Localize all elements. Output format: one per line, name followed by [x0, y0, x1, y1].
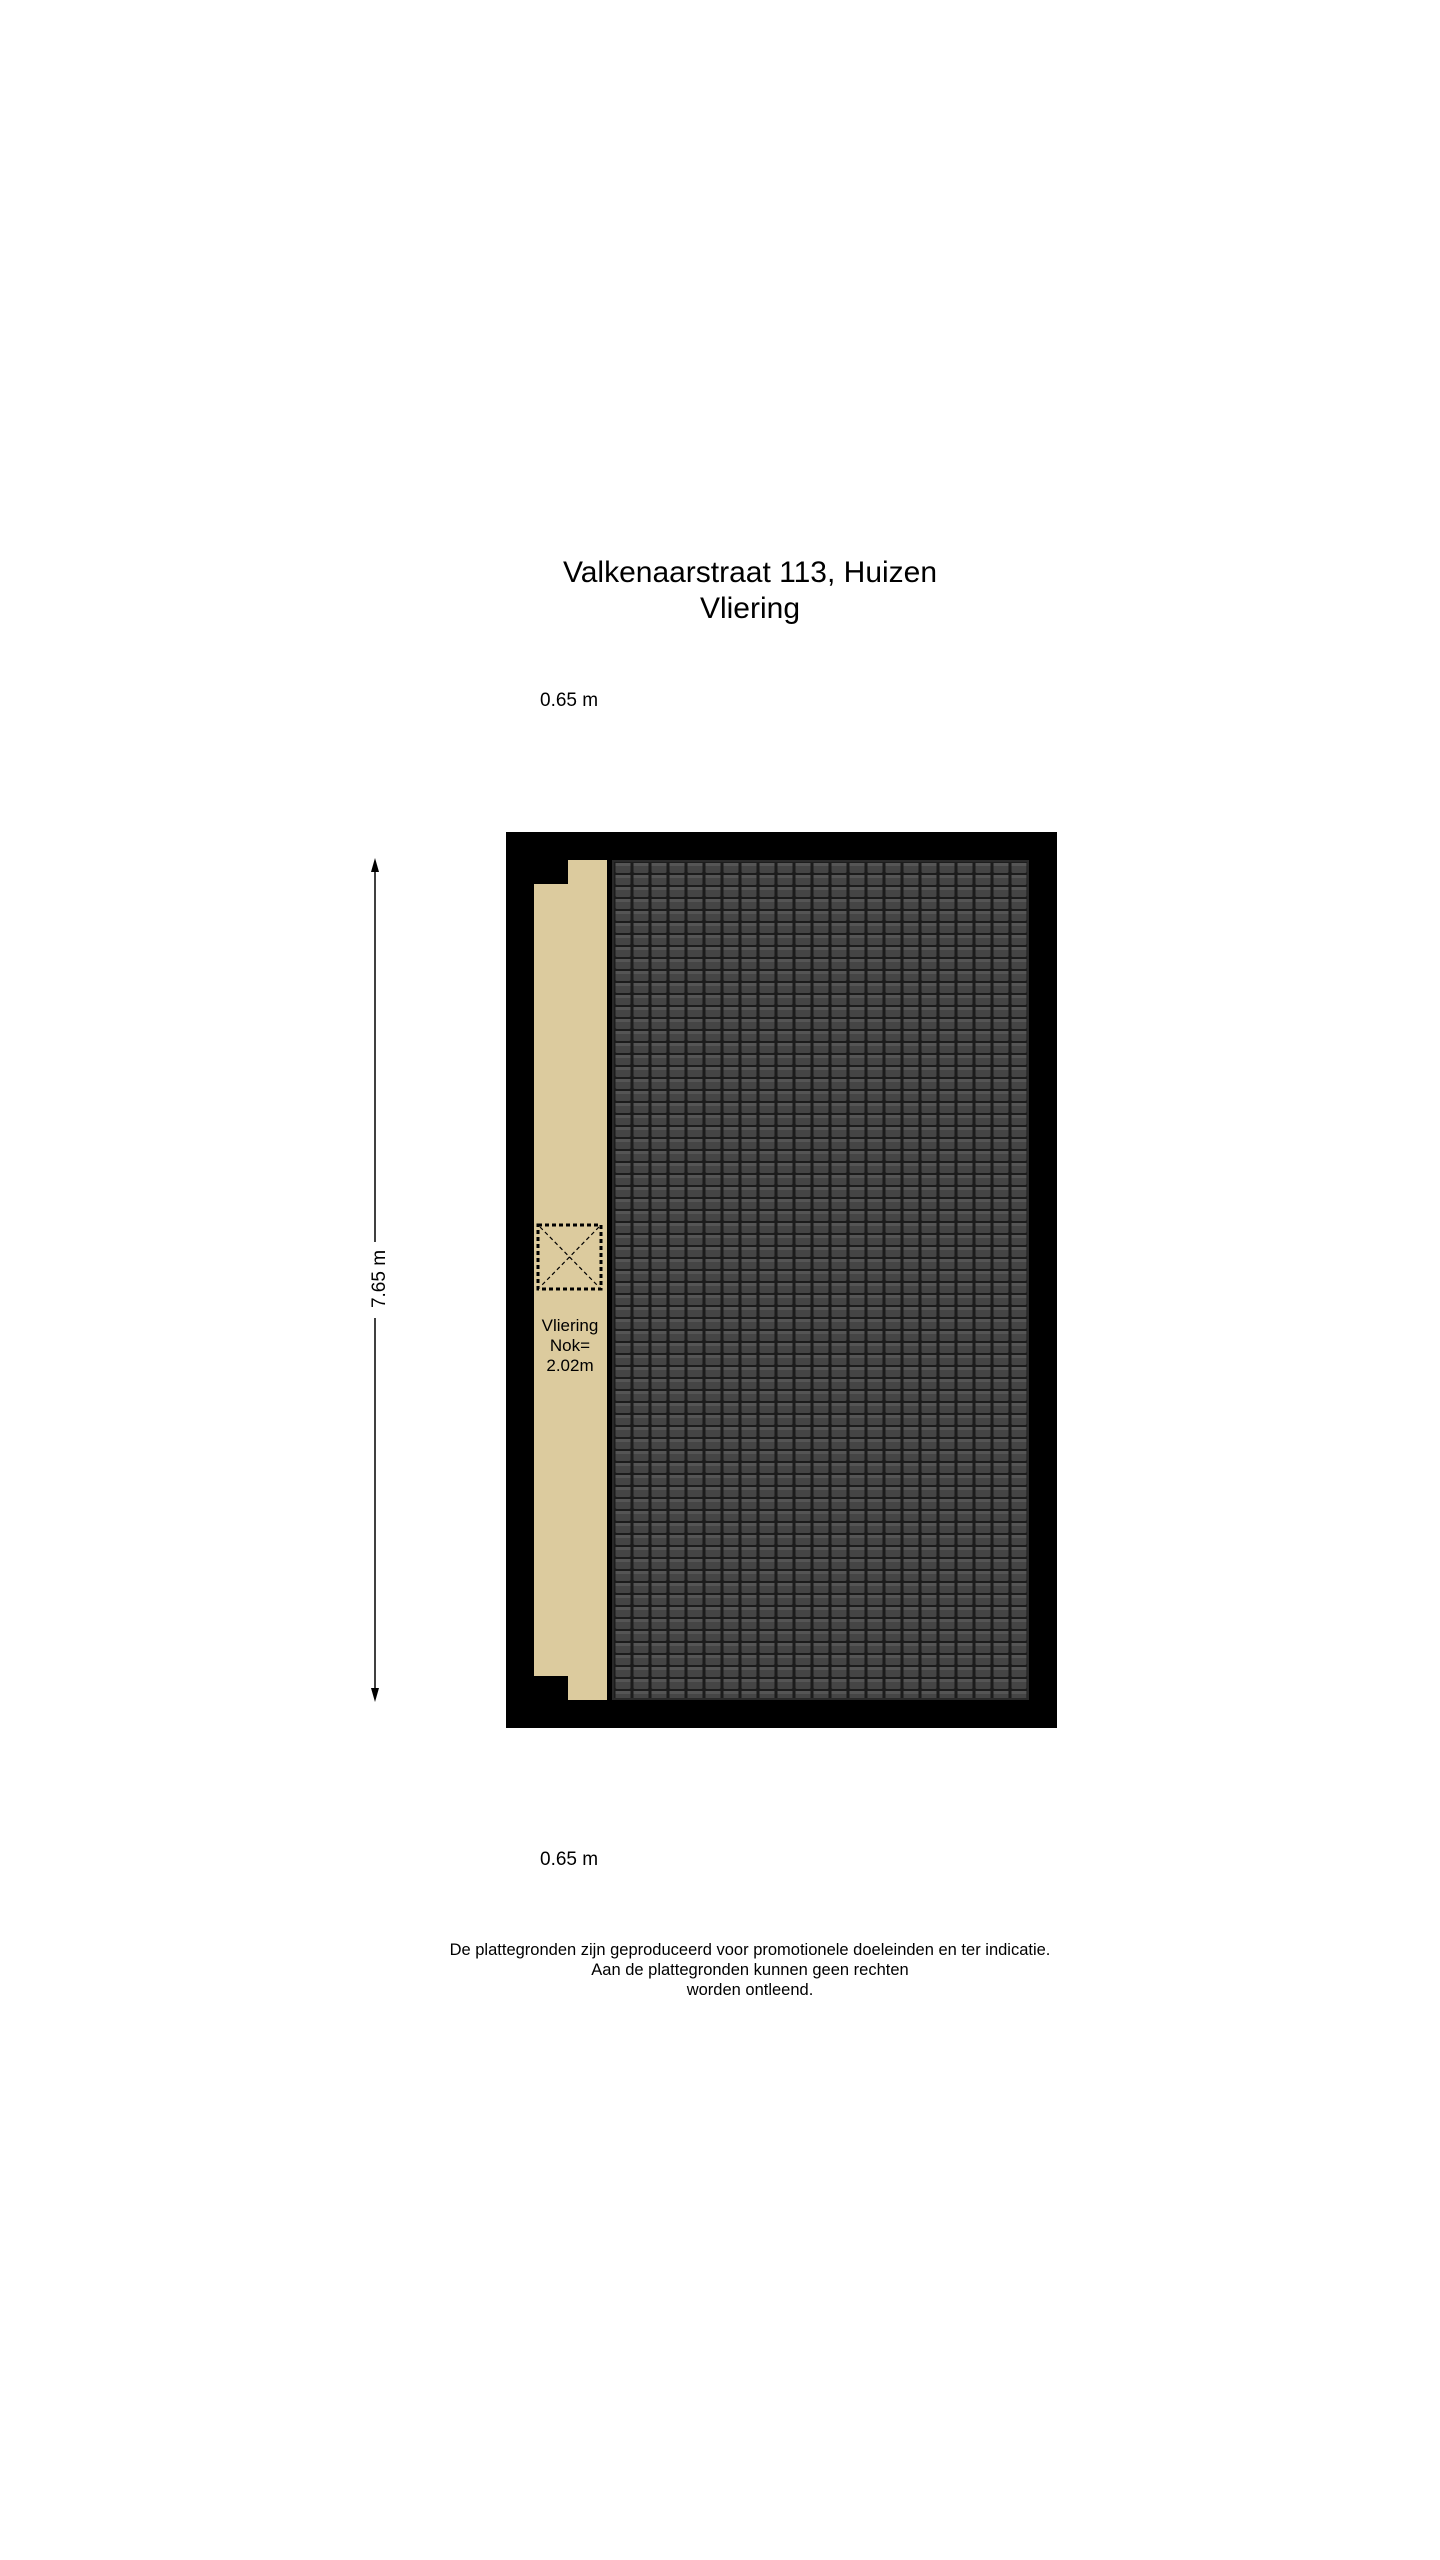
disclaimer-line-2: Aan de plattegronden kunnen geen rechten: [591, 1961, 909, 1979]
disclaimer-line-3: worden ontleend.: [686, 1981, 814, 1999]
roof-tile-area: [613, 861, 1028, 1699]
room-name: Vliering: [541, 1316, 599, 1335]
address-title: Valkenaarstraat 113, Huizen: [562, 556, 938, 589]
height-dimension-label: 7.65 m: [369, 1249, 390, 1309]
attic-floor: [534, 860, 607, 1700]
wall-notch-bottom: [534, 1676, 568, 1700]
room-label: [530, 1316, 610, 1376]
top-dimension-label: 0.65 m: [540, 690, 599, 711]
disclaimer: [380, 1940, 1120, 2000]
wall-notch-top: [534, 860, 568, 884]
bottom-dimension-label: 0.65 m: [540, 1849, 599, 1870]
floor-title: Vliering: [699, 592, 801, 625]
ridge-height: 2.02m: [546, 1356, 594, 1375]
ridge-label: Nok=: [549, 1336, 591, 1355]
disclaimer-line-1: De plattegronden zijn geproduceerd voor promotionele doeleinden en ter indicatie.: [449, 1941, 1051, 1959]
